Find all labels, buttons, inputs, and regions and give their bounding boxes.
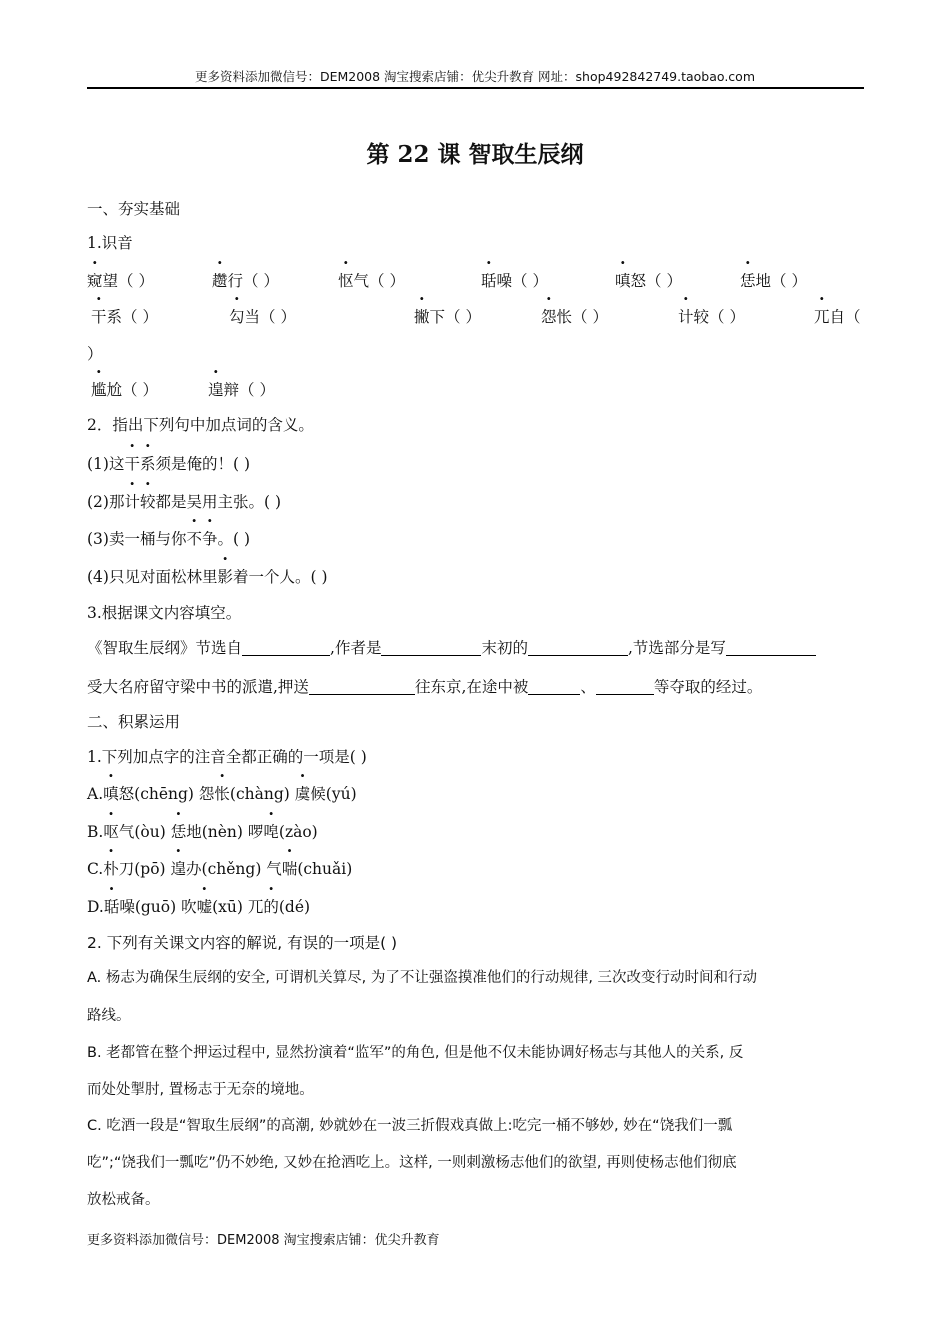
pinyin-blank: 当（ ）: [244, 308, 296, 326]
option-text: 地(nèn) 啰: [186, 823, 264, 841]
q3-text: ,作者是: [330, 639, 382, 657]
page-title: 第 22 课 智取生辰纲: [366, 141, 584, 168]
pinyin-item: [208, 378, 275, 400]
q3-text: 《智取生辰纲》节选自: [87, 639, 243, 657]
s2-q2-line: C. 吃酒一段是“智取生辰纲”的高潮, 妙就妙在一波三折假戏真做上:吃完一桶不够妙, 妙在“饶我们一瓢: [87, 1118, 733, 1134]
option-text: 候(yú): [310, 785, 357, 803]
page-footer: 更多资料添加微信号：DEM2008 淘宝搜索店铺：优尖升教育: [87, 1233, 440, 1248]
q3-text: 末初的: [481, 639, 528, 657]
option-c: [87, 857, 352, 879]
blank-name-1[interactable]: [528, 678, 580, 695]
dotted-char: 兀: [814, 308, 830, 326]
q3-text: 、: [580, 678, 596, 696]
s2-q2-line: 吃”;“饶我们一瓢吃”仍不妙绝, 又妙在抢酒吃上。这样, 一则刺激杨志他们的欲望, 再则使杨志他们彻底: [87, 1155, 737, 1171]
s2-q2-line: 而处处掣肘, 置杨志于无奈的境地。: [87, 1082, 314, 1098]
q3-text: 往东京,在途中被: [414, 678, 529, 696]
q3-text: ,节选部分是写: [627, 639, 726, 657]
dotted-char: 恁: [170, 823, 187, 841]
q1-label: 1.识音: [87, 234, 133, 252]
dotted-char: 趱: [212, 272, 228, 290]
option-text: A.: [87, 785, 104, 803]
pinyin-blank: 下（ ）: [429, 308, 481, 326]
q3-line-1: [87, 636, 816, 658]
pinyin-blank: 行（ ）: [227, 272, 279, 290]
pinyin-blank: 自（: [829, 308, 861, 326]
option-text: (zào): [278, 823, 318, 841]
q2-suffix: 须是俺的！( ): [155, 455, 251, 473]
q2-item: [87, 452, 250, 474]
dotted-char: 的: [263, 898, 279, 916]
q2-item: [87, 565, 328, 587]
dotted-char: 嘘: [196, 898, 213, 916]
dotted-char: 聒: [481, 272, 497, 290]
q2-suffix: 都是吴用主张。( ): [155, 493, 282, 511]
blank-dynasty[interactable]: [528, 639, 628, 656]
s2-q1-label: 1.下列加点字的注音全都正确的一项是( ): [87, 748, 367, 766]
pinyin-item: [678, 305, 745, 327]
blank-source[interactable]: [242, 639, 330, 656]
pinyin-item: [91, 305, 158, 327]
pinyin-blank: 气（ ）: [353, 272, 405, 290]
dotted-char: 尴: [91, 381, 107, 399]
option-text: C.: [87, 860, 104, 878]
option-text: (xū) 兀: [212, 898, 264, 916]
pinyin-row-2-tail: ）: [87, 345, 103, 363]
q2-item: [87, 490, 281, 512]
pinyin-item: [740, 269, 807, 291]
dotted-char: 计: [678, 308, 694, 326]
pinyin-item: [481, 269, 548, 291]
pinyin-item: [91, 378, 158, 400]
q2-prefix: (2)那: [87, 493, 125, 511]
blank-cargo[interactable]: [309, 678, 415, 695]
dotted-char: 窥: [87, 272, 103, 290]
blank-person[interactable]: [726, 639, 816, 656]
dotted-char: 较: [139, 493, 156, 511]
dotted-char: 不: [186, 530, 202, 548]
q2-item: [87, 527, 250, 549]
pinyin-item: [338, 269, 405, 291]
q2-prefix: (1)这: [87, 455, 125, 473]
dotted-char: 撇: [414, 308, 430, 326]
dotted-char: 恁: [740, 272, 756, 290]
dotted-char: 干: [91, 308, 107, 326]
pinyin-item: [414, 305, 481, 327]
section2-heading: 二、积累运用: [87, 713, 181, 731]
q2-suffix: 。( ): [217, 530, 251, 548]
dotted-char: 勾: [229, 308, 245, 326]
option-text: 怒(chēng) 怨: [118, 785, 215, 803]
pinyin-blank: 尬（ ）: [106, 381, 158, 399]
pinyin-item: [615, 269, 682, 291]
dotted-char: 怅: [214, 785, 230, 803]
option-text: B.: [87, 823, 104, 841]
option-a: [87, 782, 357, 804]
dotted-char: 影: [217, 568, 233, 586]
option-text: (chuǎi): [297, 860, 353, 878]
page-header: 更多资料添加微信号：DEM2008 淘宝搜索店铺：优尖升教育 网址：shop492842749.taobao.com: [194, 69, 756, 84]
s2-q2-label: 2. 下列有关课文内容的解说, 有误的一项是( ): [87, 934, 398, 952]
s2-q2-line: B. 老都管在整个押运过程中, 显然扮演着“监军”的角色, 但是他不仅未能协调好杨志与其他人的关系, 反: [87, 1045, 744, 1061]
s2-q2-line: 路线。: [87, 1008, 131, 1024]
blank-name-2[interactable]: [596, 678, 654, 695]
option-text: 办(chěng) 气: [186, 860, 282, 878]
pinyin-blank: 怅（ ）: [556, 308, 608, 326]
pinyin-blank: 望（ ）: [102, 272, 154, 290]
pinyin-blank: 系（ ）: [106, 308, 158, 326]
pinyin-blank: 辩（ ）: [223, 381, 275, 399]
option-text: D.: [87, 898, 104, 916]
dotted-char: 干: [124, 455, 140, 473]
dotted-char: 呕: [103, 823, 119, 841]
pinyin-item: [541, 305, 608, 327]
q2-prefix: (3)卖一桶与你: [87, 530, 187, 548]
dotted-char: 系: [139, 455, 156, 473]
option-d: [87, 895, 310, 917]
dotted-char: 唣: [263, 823, 279, 841]
q3-text: 等夺取的经过。: [653, 678, 763, 696]
dotted-char: 喘: [281, 860, 298, 878]
q2-suffix: 着一个人。( ): [232, 568, 328, 586]
dotted-char: 虞: [294, 785, 311, 803]
dotted-char: 争: [201, 530, 218, 548]
blank-author[interactable]: [381, 639, 481, 656]
option-text: (chàng): [229, 785, 295, 803]
pinyin-item: [229, 305, 296, 327]
pinyin-blank: 噪（ ）: [496, 272, 548, 290]
q3-line-2: [87, 675, 762, 697]
q3-label: 3.根据课文内容填空。: [87, 604, 242, 622]
dotted-char: 遑: [170, 860, 187, 878]
pinyin-blank: 地（ ）: [755, 272, 807, 290]
option-text: (dé): [278, 898, 311, 916]
pinyin-item: [814, 305, 861, 327]
dotted-char: 朴: [103, 860, 119, 878]
dotted-char: 嗔: [103, 785, 119, 803]
option-text: 气(òu): [118, 823, 171, 841]
pinyin-item: [87, 269, 154, 291]
dotted-char: 聒: [103, 898, 120, 916]
q2-label: 2．指出下列句中加点词的含义。: [87, 416, 314, 434]
s2-q2-line: A. 杨志为确保生辰纲的安全, 可谓机关算尽, 为了不让强盗摸准他们的行动规律, 三次改变行动时间和行动: [87, 970, 758, 986]
option-text: 噪(guō) 吹: [119, 898, 197, 916]
header-rule: [87, 87, 864, 89]
pinyin-item: [212, 269, 279, 291]
q3-text: 受大名府留守梁中书的派遣,押送: [87, 678, 309, 696]
option-b: [87, 820, 318, 842]
pinyin-blank: 较（ ）: [693, 308, 745, 326]
dotted-char: 遑: [208, 381, 224, 399]
q2-prefix: (4)只见对面松林里: [87, 568, 218, 586]
dotted-char: 怨: [541, 308, 557, 326]
dotted-char: 嗔: [615, 272, 631, 290]
s2-q2-line: 放松戒备。: [87, 1192, 160, 1208]
pinyin-blank: 怒（ ）: [630, 272, 682, 290]
dotted-char: 计: [124, 493, 140, 511]
section1-heading: 一、夯实基础: [87, 200, 181, 218]
option-text: 刀(pō): [118, 860, 171, 878]
dotted-char: 怄: [338, 272, 354, 290]
